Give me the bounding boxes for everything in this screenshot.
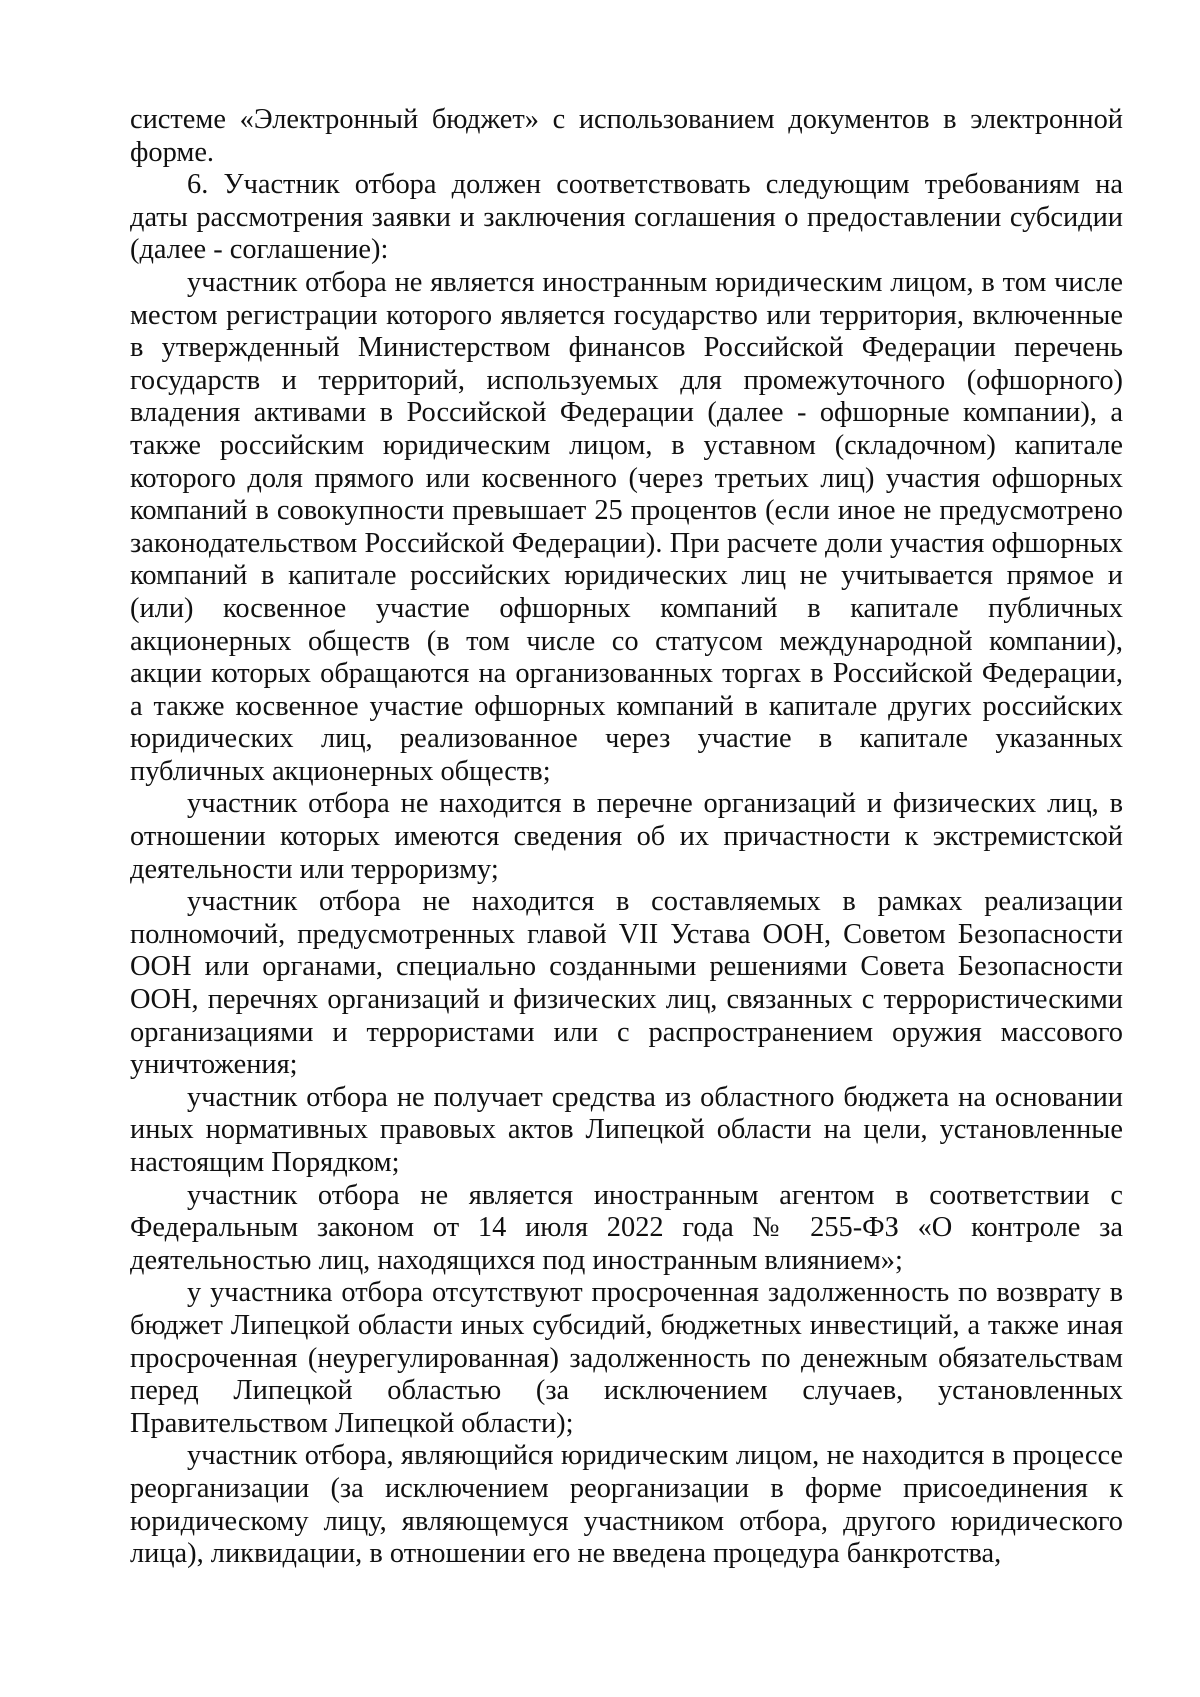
paragraph-no-reorganization: участник отбора, являющийся юридическим лицом, не находится в процессе реорганизации (за исключением реорганизации в форме присоединения к юридическому лицу, являющемуся участником отбора, другого юридического лица), ликвидации, в отношении его не введена процедура банкротства, xyxy=(130,1440,1123,1570)
paragraph-continuation: системе «Электронный бюджет» с использованием документов в электронной форме. xyxy=(130,104,1123,168)
paragraph-foreign-agent: участник отбора не является иностранным агентом в соответствии с Федеральным законом от 14 июля 2022 года № 255-ФЗ «О контроле за деятельностью лиц, находящихся под иностранным влиянием»; xyxy=(130,1179,1123,1276)
document-page xyxy=(130,104,1123,1571)
paragraph-no-other-funding: участник отбора не получает средства из областного бюджета на основании иных нормативных правовых актов Липецкой области на цели, установленные настоящим Порядком; xyxy=(130,1081,1123,1178)
paragraph-offshore-requirement: участник отбора не является иностранным юридическим лицом, в том числе местом регистрации которого является государство или территория, включенные в утвержденный Министерством финансов Российской Федерации перечень государств и территорий, используемых для промежуточного (офшорного) владения активами в Российской Федерации (далее - офшорные компании), а также российским юридическим лицом, в уставном (складочном) капитале которого доля прямого или косвенного (через третьих лиц) участия офшорных компаний в совокупности превышает 25 процентов (если иное не предусмотрено законодательством Российской Федерации). При расчете доли участия офшорных компаний в капитале российских юридических лиц не учитывается прямое и (или) косвенное участие офшорных компаний в капитале публичных акционерных обществ (в том числе со статусом международной компании), акции которых обращаются на организованных торгах в Российской Федерации, а также косвенное участие офшорных компаний в капитале других российских юридических лиц, реализованное через участие в капитале указанных публичных акционерных обществ; xyxy=(130,266,1123,787)
paragraph-no-debt: у участника отбора отсутствуют просроченная задолженность по возврату в бюджет Липецкой области иных субсидий, бюджетных инвестиций, а также иная просроченная (неурегулированная) задолженность по денежным обязательствам перед Липецкой областью (за исключением случаев, установленных Правительством Липецкой области); xyxy=(130,1277,1123,1439)
paragraph-extremism-list: участник отбора не находится в перечне организаций и физических лиц, в отношении которых имеются сведения об их причастности к экстремистской деятельности или терроризму; xyxy=(130,788,1123,885)
paragraph-un-sanctions-list: участник отбора не находится в составляемых в рамках реализации полномочий, предусмотренных главой VII Устава ООН, Советом Безопасности ООН или органами, специально созданными решениями Совета Безопасности ООН, перечнях организаций и физических лиц, связанных с террористическими организациями и террористами или с распространением оружия массового уничтожения; xyxy=(130,886,1123,1081)
paragraph-item-6: 6. Участник отбора должен соответствовать следующим требованиям на даты рассмотрения заявки и заключения соглашения о предоставлении субсидии (далее - соглашение): xyxy=(130,169,1123,266)
